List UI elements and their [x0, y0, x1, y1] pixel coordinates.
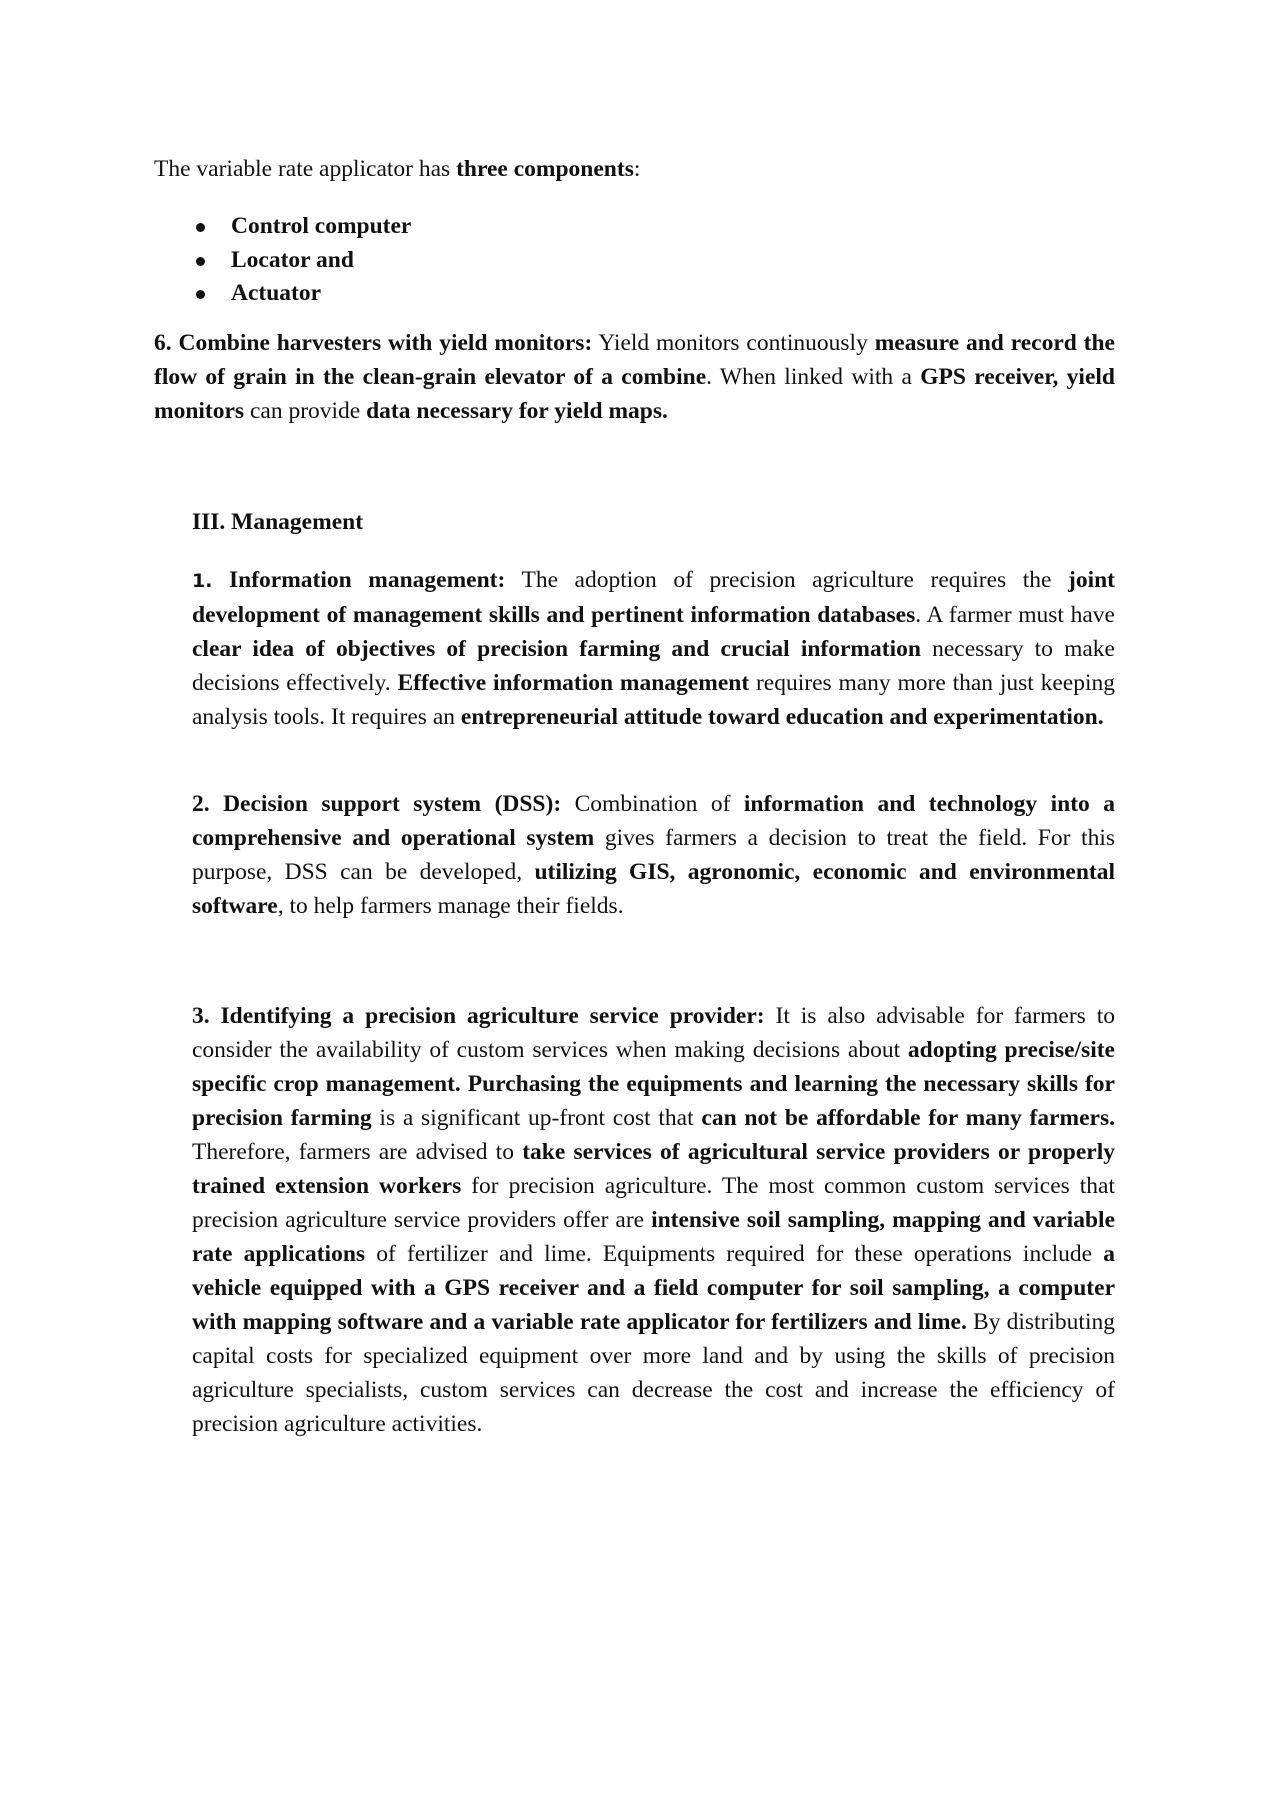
bold-text: three components: [456, 156, 634, 182]
section-6-paragraph: [154, 326, 1115, 428]
bold-text: adopting precise/site specific crop management. Purchasing the equipments and learning the necessary skills for precision farming: [192, 1037, 1115, 1131]
item-text: [192, 567, 1115, 730]
text: It is also advisable for farmers to consider the availability of custom services when making decisions about: [192, 1003, 1116, 1063]
components-list: [154, 210, 411, 311]
text: The variable rate applicator has: [154, 156, 457, 182]
text: Combination of: [561, 791, 744, 817]
list-item-text: Control computer: [231, 213, 412, 239]
management-item-2: [192, 787, 1115, 923]
list-item: [154, 277, 411, 311]
bold-text: 3. Identifying a precision agriculture service provider:: [192, 1003, 765, 1029]
list-item-text: Locator and: [231, 246, 354, 273]
bold-text: measure and record the flow of grain in the clean-grain elevator of a combine: [154, 330, 1115, 390]
bold-text: Effective information management: [397, 670, 750, 696]
text: Yield monitors continuously: [592, 330, 875, 356]
bold-text: Information management:: [212, 567, 506, 593]
text: Therefore, farmers are advised to: [192, 1139, 523, 1165]
text: gives farmers a decision to treat the field. For this purpose, DSS can be developed,: [192, 825, 1115, 885]
bold-text: entrepreneurial attitude toward education and experimentation.: [460, 704, 1104, 730]
bold-text: clear idea of objectives of precision farming and crucial information: [192, 636, 921, 662]
bold-text: GPS receiver, yield monitors: [154, 364, 1115, 424]
text: necessary to make decisions effectively.: [192, 636, 1115, 696]
bullet-icon: [196, 257, 205, 266]
bullet-icon: [196, 223, 205, 232]
text: can provide: [244, 398, 367, 424]
bold-text: intensive soil sampling, mapping and variable rate applications: [192, 1207, 1115, 1267]
intro-paragraph: [154, 152, 1114, 186]
management-heading: III. Management: [192, 509, 364, 535]
list-item: [154, 244, 411, 278]
bold-text: utilizing GIS, agronomic, economic and environmental software: [192, 859, 1115, 919]
management-item-3: [192, 999, 1115, 1441]
bold-text: can not be affordable for many farmers.: [701, 1105, 1116, 1131]
text: for precision agriculture. The most common custom services that precision agriculture service providers offer are: [192, 1173, 1115, 1233]
bold-text: 6. Combine harvesters with yield monitors:: [154, 330, 593, 356]
bold-text: 2. Decision support system (DSS):: [192, 791, 562, 817]
text: :: [633, 156, 641, 182]
text: requires many more than just keeping analysis tools. It requires an: [192, 670, 1115, 730]
bold-text: data necessary for yield maps.: [366, 398, 668, 424]
text: . When linked with a: [706, 364, 921, 390]
management-item-1: [192, 563, 1115, 734]
text: of fertilizer and lime. Equipments required for these operations include: [365, 1241, 1104, 1267]
bold-text: a vehicle equipped with a GPS receiver and a field computer for soil sampling, a computer with mapping software and a variable rate applicator for fertilizers and lime.: [192, 1241, 1115, 1335]
text: By distributing capital costs for specialized equipment over more land and by using the skills of precision agriculture specialists, custom services can decrease the cost and increase the efficiency of precision agriculture activities.: [192, 1309, 1115, 1437]
text: The adoption of precision agriculture requires the: [505, 567, 1068, 593]
text: is a significant up-front cost that: [371, 1105, 702, 1131]
bold-text: information and technology into a comprehensive and operational system: [192, 791, 1116, 851]
bold-text: take services of agricultural service providers or properly trained extension workers: [192, 1139, 1116, 1199]
item-number: 1.: [192, 570, 213, 592]
list-item: [154, 210, 411, 244]
bullet-icon: [196, 290, 205, 299]
bold-text: joint development of management skills and pertinent information databases: [192, 567, 1115, 628]
text: , to help farmers manage their fields.: [277, 893, 624, 919]
list-item-text: Actuator: [231, 280, 322, 306]
text: . A farmer must have: [915, 602, 1115, 628]
